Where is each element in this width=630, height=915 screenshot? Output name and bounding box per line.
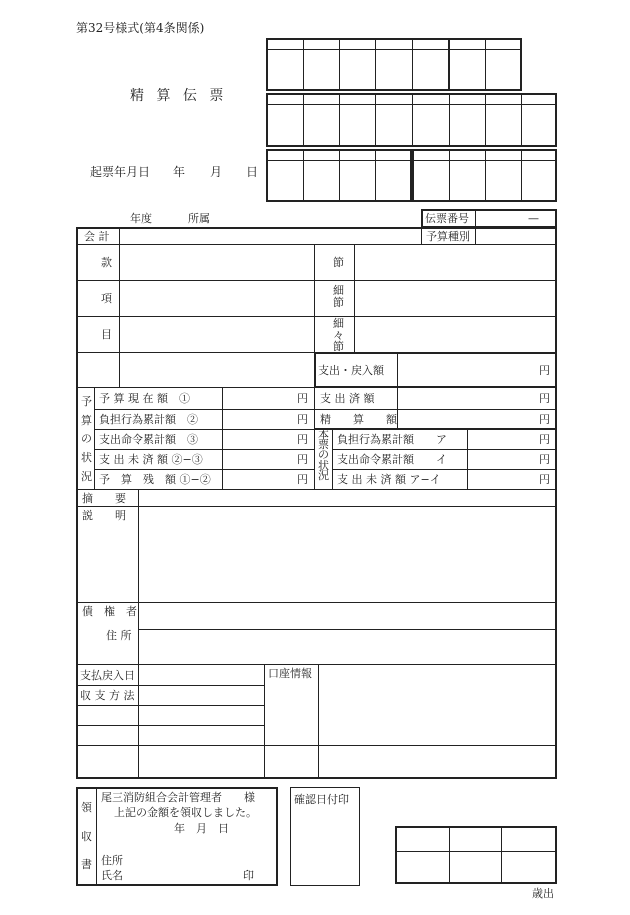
kaikei-label: 会 計 [84,230,110,243]
yen-unit: 円 [539,433,550,446]
yen-unit: 円 [539,364,550,377]
honpyo-row-1: 負担行為累計額 ア [337,433,447,446]
main-form [76,227,557,779]
date-day-label: 日 [246,165,259,179]
yen-unit: 円 [539,392,550,405]
form-label: 第32号様式(第4条関係) [76,21,205,35]
page-title: 精 算 伝 票 [130,88,228,104]
koza-joho-label: 口座情報 [268,667,312,680]
date-month-label: 月 [210,165,223,179]
saishutsu-label: 歳出 [532,887,554,900]
yosan-jokyo-vertical: 予 算 の 状 況 [81,395,92,483]
receipt-line-1: 尾三消防組合会計管理者 様 [101,791,255,804]
setsumei-label: 説 明 [82,509,126,522]
denpyo-dash: — [528,212,539,225]
receipt-vertical: 領 収 書 [81,801,92,872]
yosan-row-5: 予 算 残 額 ①−② [99,473,211,486]
tekiyo-label: 摘 要 [82,492,126,505]
receipt-line-2: 上記の金額を領収しました。 [114,806,257,819]
yosan-row-4: 支 出 未 済 額 ②−③ [99,453,203,466]
saisetsu-label: 細 節 [333,284,344,309]
honpyo-row-3: 支 出 未 済 額 ア−イ [337,473,441,486]
moku-label: 目 [101,328,112,341]
yosan-row-2: 負担行為累計額 ② [99,413,198,426]
code-grid-2 [266,93,557,147]
saisaisetsu-label: 細 々 節 [333,317,344,354]
yosan-row-1: 予 算 現 在 額 ① [99,392,190,405]
code-grid-4 [412,149,557,202]
receipt-address-label: 住所 [101,854,123,867]
yen-unit: 円 [539,453,550,466]
bottom-stamp-grid [395,826,557,884]
yen-unit: 円 [297,413,308,426]
nendo-label: 年度 [130,212,152,225]
kakunin-label: 確認日付印 [294,793,349,806]
seal-mark: 印 [243,869,254,882]
date-label: 起票年月日 [90,165,151,179]
shushi-hoho-label: 収 支 方 法 [80,689,135,702]
code-grid-1 [266,38,522,91]
honpyo-row-2: 支出命令累計額 イ [337,453,447,466]
saikensha-label: 債 権 者 [82,605,137,618]
shishutsu-modoshi-label: 支出・戻入額 [318,364,384,377]
receipt-date: 年 月 日 [174,822,229,835]
jusho-label: 住 所 [106,629,132,642]
shishutsu-zumi-label: 支 出 済 額 [320,392,375,405]
code-grid-3 [266,149,412,202]
yen-unit: 円 [297,392,308,405]
yosan-shubetsu-label: 予算種別 [426,230,470,243]
kan-label: 款 [101,256,112,269]
yen-unit: 円 [539,413,550,426]
receipt-name-label: 氏名 [101,869,123,882]
yen-unit: 円 [297,473,308,486]
kou-label: 項 [101,292,112,305]
honpyo-vertical: 本 票 の 状 況 [318,428,329,482]
shiharai-date-label: 支払戻入日 [80,669,135,682]
denpyo-bango-label: 伝票番号 [425,212,469,225]
yen-unit: 円 [539,473,550,486]
date-year-label: 年 [173,165,186,179]
yen-unit: 円 [297,433,308,446]
yen-unit: 円 [297,453,308,466]
yosan-row-3: 支出命令累計額 ③ [99,433,198,446]
seisan-gaku-label: 精 算 額 [320,413,397,426]
shozoku-label: 所属 [188,212,210,225]
setsu-label: 節 [333,256,344,269]
